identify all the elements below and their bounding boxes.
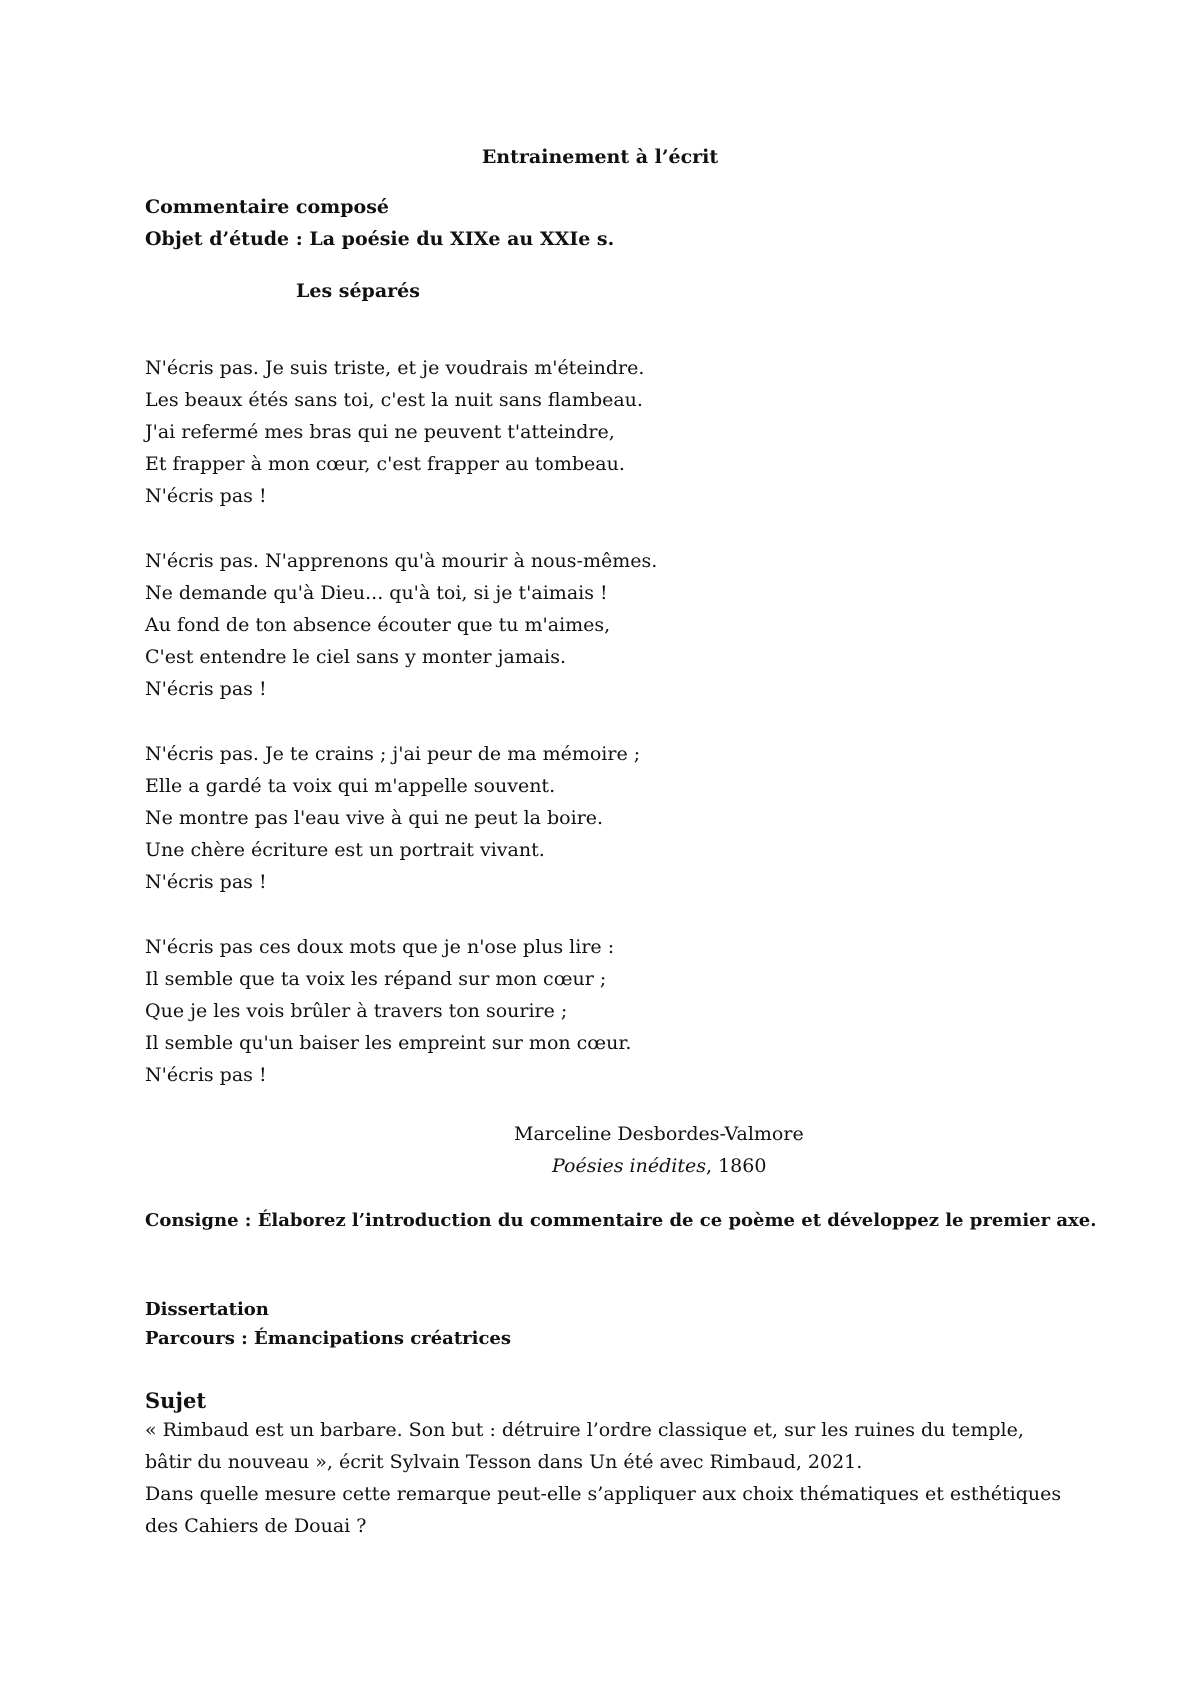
exercise-type-heading: Commentaire composé — [145, 196, 390, 218]
subject-line: Dans quelle mesure cette remarque peut-elle s’appliquer aux choix thématiques et esthétiques — [145, 1483, 1062, 1505]
poem-verse: Il semble qu'un baiser les empreint sur mon cœur. — [145, 1032, 632, 1054]
poem-verse: Ne montre pas l'eau vive à qui ne peut la boire. — [145, 807, 604, 829]
poem-refrain: N'écris pas ! — [145, 1064, 267, 1086]
poem-verse: Elle a gardé ta voix qui m'appelle souvent. — [145, 775, 556, 797]
subject-line: bâtir du nouveau », écrit Sylvain Tesson dans Un été avec Rimbaud, 2021. — [145, 1451, 863, 1473]
source-title: Poésies inédites — [552, 1155, 706, 1177]
poem-verse: N'écris pas ces doux mots que je n'ose plus lire : — [145, 936, 615, 958]
poem-verse: N'écris pas. Je suis triste, et je voudrais m'éteindre. — [145, 357, 645, 379]
poem-refrain: N'écris pas ! — [145, 871, 267, 893]
poem-verse: N'écris pas. N'apprenons qu'à mourir à nous-mêmes. — [145, 550, 658, 572]
poem-verse: N'écris pas. Je te crains ; j'ai peur de ma mémoire ; — [145, 743, 641, 765]
consigne-text: Consigne : Élaborez l’introduction du commentaire de ce poème et développez le premier axe. — [145, 1210, 1097, 1231]
subject-heading: Sujet — [145, 1388, 207, 1413]
poem-stanza — [145, 738, 640, 898]
poem-refrain: N'écris pas ! — [145, 485, 267, 507]
poem-stanza — [145, 931, 631, 1091]
study-object-heading: Objet d’étude : La poésie du XIXe au XXIe s. — [145, 228, 615, 250]
poem-verse: C'est entendre le ciel sans y monter jamais. — [145, 646, 566, 668]
parcours-heading: Parcours : Émancipations créatrices — [145, 1328, 511, 1349]
subject-line: des Cahiers de Douai ? — [145, 1515, 367, 1537]
poem-author: Marceline Desbordes-Valmore — [514, 1123, 804, 1145]
subject-line: « Rimbaud est un barbare. Son but : détruire l’ordre classique et, sur les ruines du temple, — [145, 1419, 1024, 1441]
poem-verse: J'ai refermé mes bras qui ne peuvent t'atteindre, — [145, 421, 615, 443]
dissertation-heading: Dissertation — [145, 1299, 269, 1320]
poem-verse: Une chère écriture est un portrait vivant. — [145, 839, 545, 861]
poem-verse: Au fond de ton absence écouter que tu m'aimes, — [145, 614, 611, 636]
poem-verse: Que je les vois brûler à travers ton sourire ; — [145, 1000, 568, 1022]
source-year: , 1860 — [706, 1155, 767, 1177]
poem-verse: Ne demande qu'à Dieu... qu'à toi, si je t'aimais ! — [145, 582, 608, 604]
poem-verse: Les beaux étés sans toi, c'est la nuit sans flambeau. — [145, 389, 643, 411]
poem-stanza — [145, 545, 657, 705]
subject-text — [145, 1414, 1085, 1542]
poem-refrain: N'écris pas ! — [145, 678, 267, 700]
poem-verse: Il semble que ta voix les répand sur mon cœur ; — [145, 968, 607, 990]
poem-source — [552, 1155, 766, 1177]
poem-stanza — [145, 352, 644, 512]
page-title: Entrainement à l’écrit — [481, 146, 719, 168]
poem-title: Les séparés — [296, 280, 420, 302]
poem-verse: Et frapper à mon cœur, c'est frapper au tombeau. — [145, 453, 625, 475]
